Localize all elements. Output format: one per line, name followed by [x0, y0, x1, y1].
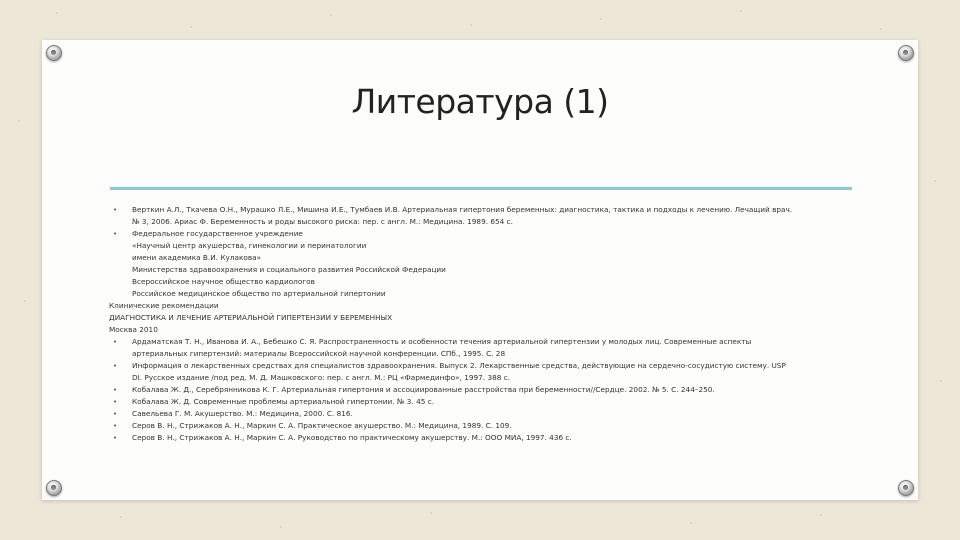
reference-text: Министерства здравоохранения и социального развития Российской Федерации — [132, 265, 446, 274]
bullet-icon: • — [113, 338, 118, 346]
reference-text: Клинические рекомендации — [109, 301, 219, 310]
reference-line — [109, 288, 859, 300]
pushpin-icon — [898, 480, 914, 496]
reference-text: Кобалава Ж. Д., Серебрянникова К. Г. Артериальная гипертония и ассоциированные расстройства при беременности//Сердце. 2002. № 5. С. 244–250. — [132, 385, 715, 394]
title-underline — [110, 187, 852, 190]
reference-text: Верткин А.Л., Ткачева О.Н., Мурашко Л.Е., Мишина И.Е., Тумбаев И.В. Артериальная гипертония беременных: диагностика, тактика и подходы к лечению. Лечащий врач. — [132, 205, 793, 214]
reference-line — [109, 336, 859, 348]
bullet-icon: • — [113, 362, 118, 370]
reference-text: Кобалава Ж. Д. Современные проблемы артериальной гипертонии. № 3. 45 с. — [132, 397, 435, 406]
reference-list — [109, 204, 859, 444]
bullet-icon: • — [113, 230, 118, 238]
reference-text: «Научный центр акушерства, гинекологии и перинатологии — [132, 241, 367, 250]
reference-text: имени академика В.И. Кулакова» — [132, 253, 262, 262]
reference-line — [109, 228, 859, 240]
reference-line — [109, 216, 859, 228]
reference-text: Серов В. Н., Стрижаков А. Н., Маркин С. А. Руководство по практическому акушерству. М.: ООО МИА, 1997. 436 с. — [132, 433, 572, 442]
reference-line — [109, 396, 859, 408]
reference-text: Савельева Г. М. Акушерство. М.: Медицина, 2000. С. 816. — [132, 409, 353, 418]
reference-line — [109, 264, 859, 276]
reference-text: ДИАГНОСТИКА И ЛЕЧЕНИЕ АРТЕРИАЛЬНОЙ ГИПЕРТЕНЗИИ У БЕРЕМЕННЫХ — [109, 313, 393, 322]
reference-line — [109, 360, 859, 372]
reference-line — [109, 252, 859, 264]
reference-line — [109, 432, 859, 444]
reference-text: Информация о лекарственных средствах для специалистов здравоохранения. Выпуск 2. Лекарственные средства, действующие на сердечно-сосудистую систему. USP — [132, 361, 786, 370]
bullet-icon: • — [113, 422, 118, 430]
reference-text: Всероссийское научное общество кардиологов — [132, 277, 315, 286]
pushpin-icon — [46, 480, 62, 496]
reference-text: Российское медицинское общество по артериальной гипертонии — [132, 289, 386, 298]
bullet-icon: • — [113, 434, 118, 442]
reference-text: Ардаматская Т. Н., Иванова И. А., Бебешко С. Я. Распространенность и особенности течения артериальной гипертензии у молодых лиц. Современные аспекты — [132, 337, 752, 346]
slide-title: Литература (1) — [351, 82, 609, 121]
reference-text: Москва 2010 — [109, 325, 158, 334]
reference-text: DI. Русское издание /под ред. М. Д. Машковского: пер. с англ. М.: РЦ «Фармединфо», 1997. 388 с. — [132, 373, 511, 382]
pushpin-icon — [46, 45, 62, 61]
reference-text: артериальных гипертензий: материалы Всероссийской научной конференции. СПб., 1995. С. 28 — [132, 349, 506, 358]
reference-line — [109, 408, 859, 420]
bullet-icon: • — [113, 398, 118, 406]
reference-line — [109, 384, 859, 396]
reference-line — [109, 240, 859, 252]
reference-text: № 3, 2006. Ариас Ф. Беременность и роды высокого риска: пер. с англ. М.: Медицина. 1989. 654 с. — [132, 217, 513, 226]
reference-line — [109, 300, 859, 312]
reference-line — [109, 372, 859, 384]
pushpin-icon — [898, 45, 914, 61]
reference-line — [109, 420, 859, 432]
reference-text: Серов В. Н., Стрижаков А. Н., Маркин С. А. Практическое акушерство. М.: Медицина, 1989. С. 109. — [132, 421, 512, 430]
reference-line — [109, 312, 859, 324]
bullet-icon: • — [113, 206, 118, 214]
reference-line — [109, 276, 859, 288]
reference-line — [109, 324, 859, 336]
reference-line — [109, 204, 859, 216]
reference-line — [109, 348, 859, 360]
bullet-icon: • — [113, 410, 118, 418]
reference-text: Федеральное государственное учреждение — [132, 229, 303, 238]
bullet-icon: • — [113, 386, 118, 394]
